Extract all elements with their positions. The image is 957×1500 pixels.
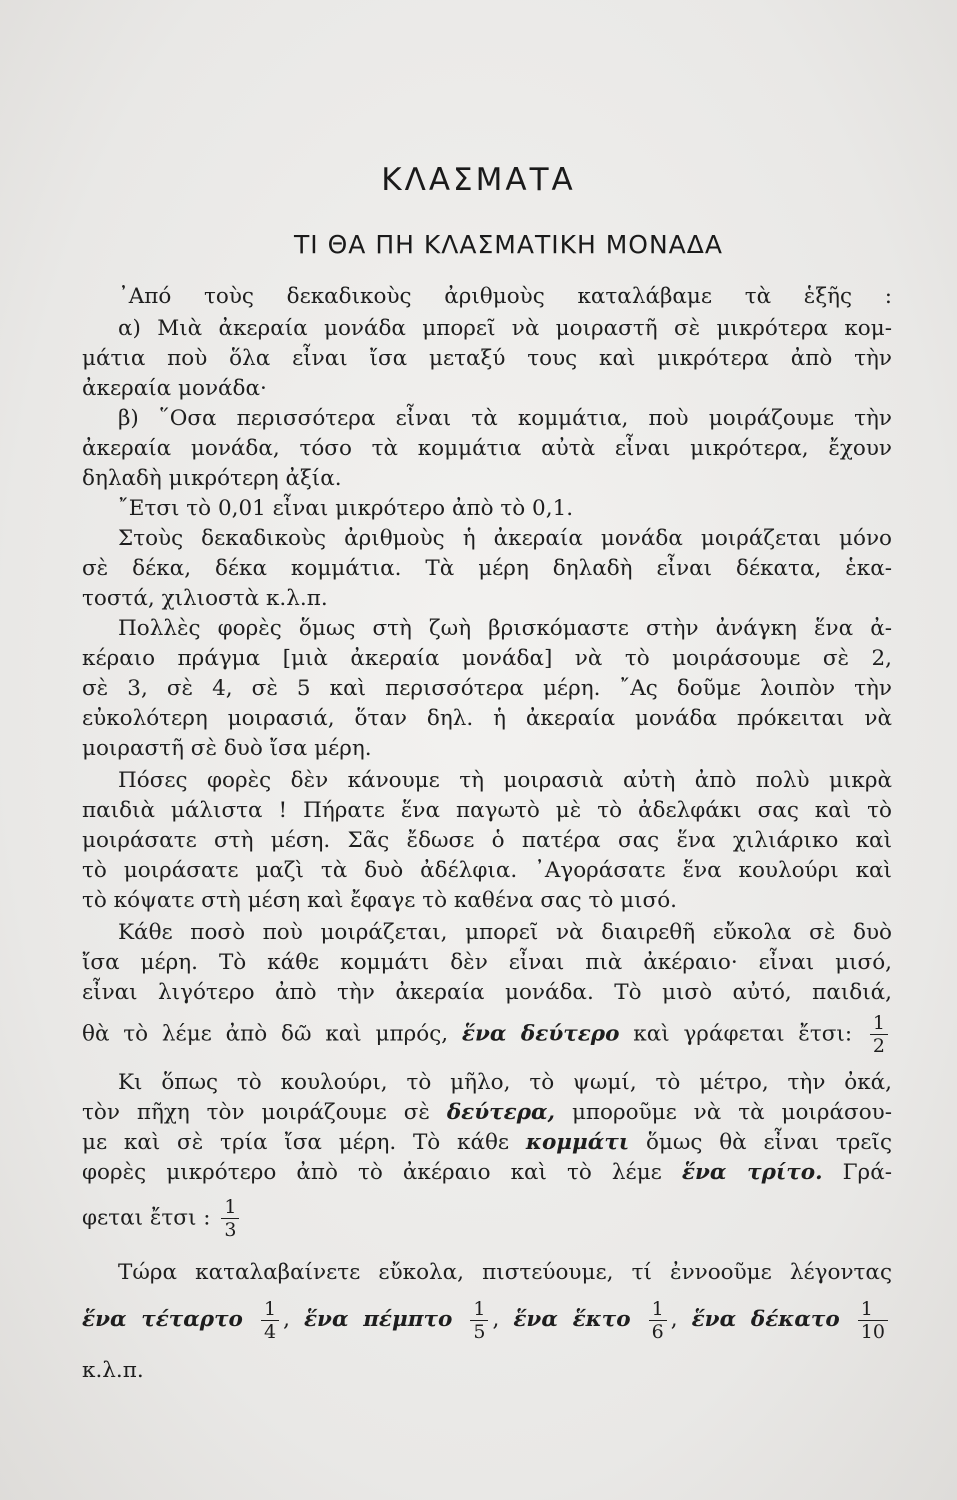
text-line-ending: κ.λ.π. [82, 1358, 144, 1383]
fraction-numerator: 1 [870, 1012, 888, 1035]
text-line: σὲ δέκα, δέκα κομμάτια. Τὰ μέρη δηλαδὴ εἶναι δέκατα, ἑκα- [82, 556, 892, 581]
text-line: Κάθε ποσὸ ποὺ μοιράζεται, μπορεῖ νὰ διαιρεθῆ εὔκολα σὲ δυὸ [118, 920, 892, 945]
text-line-third [82, 1196, 892, 1241]
text-segment: φεται ἔτσι : [82, 1205, 211, 1231]
fraction-denominator: 4 [263, 1320, 277, 1343]
fraction-numerator: 1 [221, 1196, 239, 1219]
text-segment: Γρά- [842, 1160, 892, 1185]
text-line [82, 1128, 892, 1158]
text-line: ῎Ετσι τὸ 0,01 εἶναι μικρότερο ἀπὸ τὸ 0,1. [118, 496, 574, 521]
fraction-numerator: 1 [470, 1298, 488, 1321]
fraction-names-line: ἕνα τέταρτο $\frac{1}{4}$ , ἕνα πέμπτο $\frac{1}{5}$ , ἕνα ἕκτο $\frac{1}{6}$ , ἕνα δέκατο $\frac{1}{10}$ [82, 1296, 892, 1344]
fraction-quarter [261, 1298, 279, 1343]
fraction-denominator: 3 [224, 1219, 237, 1241]
text-segment: τὸν πῆχη τὸν μοιράζουμε σὲ [82, 1100, 430, 1125]
text-line: Στοὺς δεκαδικοὺς ἀριθμοὺς ἡ ἀκεραία μονάδα μοιράζεται μόνο [118, 526, 892, 551]
text-line: ᾿Από τοὺς δεκαδικοὺς ἀριθμοὺς καταλάβαμε τὰ ἑξῆς : [118, 284, 892, 309]
text-line: α) Μιὰ ἀκεραία μονάδα μπορεῖ νὰ μοιραστῆ σὲ μικρότερα κομ- [118, 316, 892, 341]
text-line: εὐκολότερη μοιρασιά, ὅταν δηλ. ἡ ἀκεραία μονάδα πρόκειται νὰ [82, 706, 892, 731]
text-line: Πολλὲς φορὲς ὅμως στὴ ζωὴ βρισκόμαστε στὴν ἀνάγκη ἕνα ἀ- [118, 616, 892, 641]
text-line: β) ῞Οσα περισσότερα εἶναι τὰ κομμάτια, ποὺ μοιράζουμε τὴν [118, 406, 892, 431]
text-line: εἶναι λιγότερο ἀπὸ τὴν ἀκεραία μονάδα. Τὸ μισὸ αὐτό, παιδιά, [82, 980, 892, 1005]
fraction-fifth [470, 1298, 488, 1343]
text-line [82, 1158, 892, 1188]
text-line: τὸ μοιράσατε μαζὶ τὰ δυὸ ἀδέλφια. ᾿Αγοράσατε ἕνα κουλούρι καὶ [82, 858, 892, 883]
text-line: κέραιο πράγμα [μιὰ ἀκεραία μονάδα] νὰ τὸ μοιράσουμε σὲ 2, [82, 646, 892, 671]
term-half: ἕνα δεύτερο [461, 1021, 620, 1047]
fraction-tenth [858, 1298, 888, 1343]
page-title: ΚΛΑΣΜΑΤΑ [381, 162, 576, 198]
text-line: δηλαδὴ μικρότερη ἀξία. [82, 466, 342, 491]
fraction-half [870, 1012, 888, 1057]
text-segment: με καὶ σὲ τρία ἴσα μέρη. Τὸ κάθε [82, 1130, 510, 1155]
fraction-denominator: 6 [651, 1320, 664, 1343]
term-fifth: ἕνα πέμπτο [303, 1307, 453, 1332]
fraction-denominator: 10 [860, 1320, 885, 1343]
term-sixth: ἕνα ἕκτο [513, 1307, 631, 1332]
text-line: Κι ὅπως τὸ κουλούρι, τὸ μῆλο, τὸ ψωμί, τὸ μέτρο, τὴν ὀκά, [118, 1070, 892, 1095]
fraction-numerator: 1 [858, 1298, 888, 1321]
text-line: παιδιὰ μάλιστα ! Πήρατε ἕνα παγωτὸ μὲ τὸ ἀδελφάκι σας καὶ τὸ [82, 798, 892, 823]
text-line: Τώρα καταλαβαίνετε εὔκολα, πιστεύουμε, τί ἐννοοῦμε λέγοντας [118, 1260, 892, 1285]
text-line: μοιραστῆ σὲ δυὸ ἴσα μέρη. [82, 736, 372, 761]
text-line: τὸ κόψατε στὴ μέση καὶ ἔφαγε τὸ καθένα σας τὸ μισό. [82, 888, 677, 913]
text-line: ἀκεραία μονάδα, τόσο τὰ κομμάτια αὐτὰ εἶναι μικρότερα, ἔχουν [82, 436, 892, 461]
fraction-numerator: 1 [649, 1298, 667, 1321]
fraction-denominator: 5 [473, 1320, 486, 1343]
text-line: ἀκεραία μονάδα· [82, 376, 267, 401]
text-segment: μποροῦμε νὰ τὰ μοιράσου- [571, 1100, 892, 1125]
term-halves: δεύτερα, [446, 1100, 556, 1125]
text-segment: θὰ τὸ λέμε ἀπὸ δῶ καὶ μπρός, [82, 1021, 449, 1047]
text-line: μάτια ποὺ ὅλα εἶναι ἴσα μεταξύ τους καὶ μικρότερα ἀπὸ τὴν [82, 346, 892, 371]
text-line: μοιράσατε στὴ μέση. Σᾶς ἔδωσε ὁ πατέρα σας ἕνα χιλιάρικο καὶ [82, 828, 892, 853]
fraction-numerator: 1 [261, 1298, 279, 1321]
text-line: σὲ 3, σὲ 4, σὲ 5 καὶ περισσότερα μέρη. ῎Ας δοῦμε λοιπὸν τὴν [82, 676, 892, 701]
term-piece: κομμάτι [525, 1130, 630, 1155]
text-segment: καὶ γράφεται ἔτσι: [633, 1021, 853, 1047]
text-segment: φορὲς μικρότερο ἀπὸ τὸ ἀκέραιο καὶ τὸ λέμε [82, 1160, 662, 1185]
section-heading: ΤΙ ΘΑ ΠΗ ΚΛΑΣΜΑΤΙΚΗ ΜΟΝΑΔΑ [294, 230, 723, 259]
text-line: τοστά, χιλιοστὰ κ.λ.π. [82, 586, 328, 611]
term-quarter: ἕνα τέταρτο [82, 1307, 243, 1332]
term-third: ἕνα τρίτο. [681, 1160, 823, 1185]
text-line: ἴσα μέρη. Τὸ κάθε κομμάτι δὲν εἶναι πιὰ ἀκέραιο· εἶναι μισό, [82, 950, 892, 975]
text-segment: ὅμως θὰ εἶναι τρεῖς [645, 1130, 892, 1155]
text-line-half [82, 1012, 892, 1057]
text-line: Πόσες φορὲς δὲν κάνουμε τὴ μοιρασιὰ αὐτὴ ἀπὸ πολὺ μικρὰ [118, 768, 892, 793]
fraction-third [221, 1196, 239, 1241]
fraction-denominator: 2 [872, 1035, 886, 1057]
text-line [82, 1098, 892, 1128]
term-tenth: ἕνα δέκατο [691, 1307, 840, 1332]
fraction-sixth [649, 1298, 667, 1343]
